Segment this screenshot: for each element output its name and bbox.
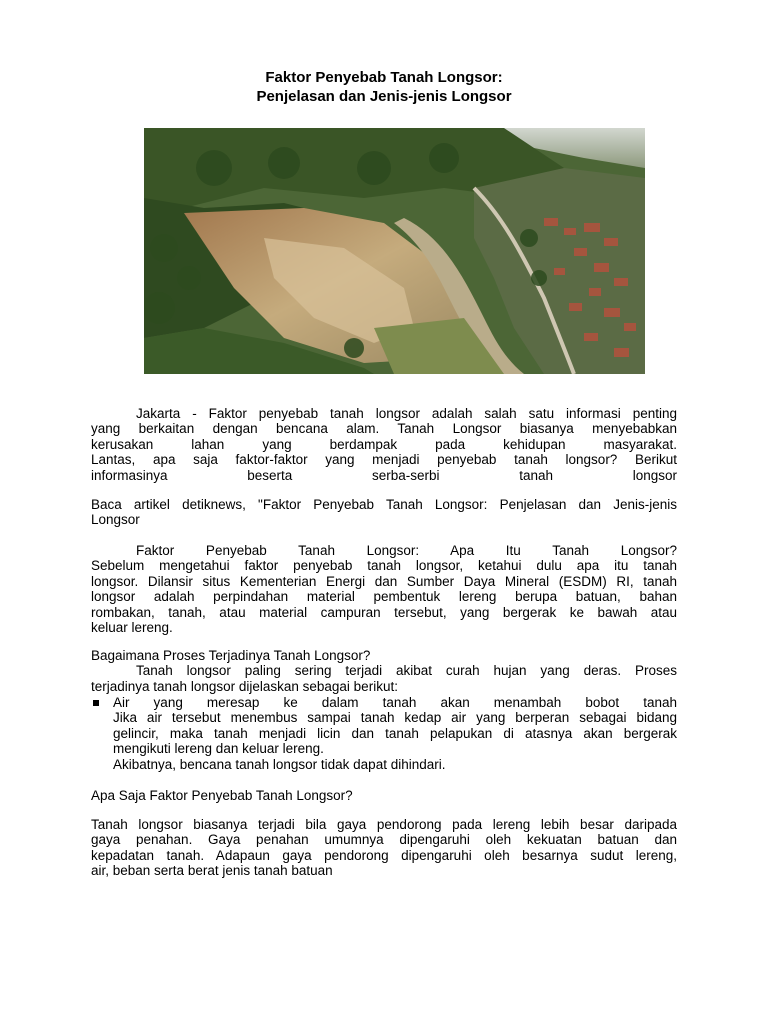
paragraph-line: Faktor Penyebab Tanah Longsor: Apa Itu Tanah Longsor?: [136, 543, 677, 558]
paragraph-intro: [91, 406, 677, 483]
title-line-2: Penjelasan dan Jenis-jenis Longsor: [256, 88, 512, 105]
paragraph-line: air, beban serta berat jenis tanah batuan: [91, 863, 333, 879]
paragraph-line: Baca artikel detiknews, "Faktor Penyebab Tanah Longsor: Penjelasan dan Jenis-jenis: [91, 497, 677, 512]
paragraph-line: rombakan, tanah, atau material campuran tersebut, yang bergerak ke bawah atau: [91, 604, 677, 620]
section-factors-heading: Apa Saja Faktor Penyebab Tanah Longsor?: [91, 788, 353, 803]
paragraph-line: Akibatnya, bencana tanah longsor tidak dapat dihindari.: [113, 756, 446, 772]
paragraph-line: Jakarta - Faktor penyebab tanah longsor adalah salah satu informasi penting: [136, 406, 677, 421]
paragraph-read-more: [91, 497, 677, 528]
section-process: [91, 648, 677, 694]
section-heading: Bagaimana Proses Terjadinya Tanah Longsor?: [91, 648, 371, 663]
paragraph-line: yang berkaitan dengan bencana alam. Tanah Longsor biasanya menyebabkan: [91, 421, 677, 437]
paragraph-line: longsor. Dilansir situs Kementerian Energi dan Sumber Daya Mineral (ESDM) RI, tanah: [91, 573, 677, 589]
landslide-photo-illustration: [144, 128, 645, 374]
paragraph-line: gaya penahan. Gaya penahan umumnya dipengaruhi oleh kekuatan batuan dan: [91, 832, 677, 848]
paragraph-factors: [91, 817, 677, 879]
paragraph-line: Tanah longsor biasanya terjadi bila gaya pendorong pada lereng lebih besar daripada: [91, 817, 677, 832]
paragraph-line: informasinya beserta serba-serbi tanah longsor: [91, 467, 677, 483]
landslide-photo: [144, 128, 645, 374]
bullet-item: [91, 695, 677, 775]
paragraph-line: Longsor: [91, 512, 140, 528]
paragraph-line: Air yang meresap ke dalam tanah akan menambah bobot tanah: [113, 695, 677, 710]
paragraph-line: Tanah longsor paling sering terjadi akibat curah hujan yang deras. Proses: [136, 663, 677, 679]
bullet-square-icon: [93, 700, 99, 706]
paragraph-line: terjadinya tanah longsor dijelaskan sebagai berikut:: [91, 678, 398, 694]
paragraph-line: Lantas, apa saja faktor-faktor yang menjadi penyebab tanah longsor? Berikut: [91, 452, 677, 468]
paragraph-line: longsor adalah perpindahan material pembentuk lereng berupa batuan, bahan: [91, 589, 677, 605]
paragraph-line: mengikuti lereng dan keluar lereng.: [113, 741, 324, 757]
bullet-text: [113, 695, 677, 772]
paragraph-line: keluar lereng.: [91, 620, 173, 636]
paragraph-line: kerusakan lahan yang berdampak pada kehidupan masyarakat.: [91, 436, 677, 452]
paragraph-definition: [91, 543, 677, 635]
paragraph-line: kepadatan tanah. Adapaun gaya pendorong dipengaruhi oleh besarnya sudut lereng,: [91, 847, 677, 863]
paragraph-line: Jika air tersebut menembus sampai tanah kedap air yang berperan sebagai bidang: [113, 710, 677, 726]
paragraph-line: gelincir, maka tanah menjadi licin dan tanah pelapukan di atasnya akan bergerak: [113, 725, 677, 741]
title-line-1: Faktor Penyebab Tanah Longsor:: [265, 69, 503, 86]
paragraph-line: Sebelum mengetahui faktor penyebab tanah longsor, ketahui dulu apa itu tanah: [91, 558, 677, 574]
